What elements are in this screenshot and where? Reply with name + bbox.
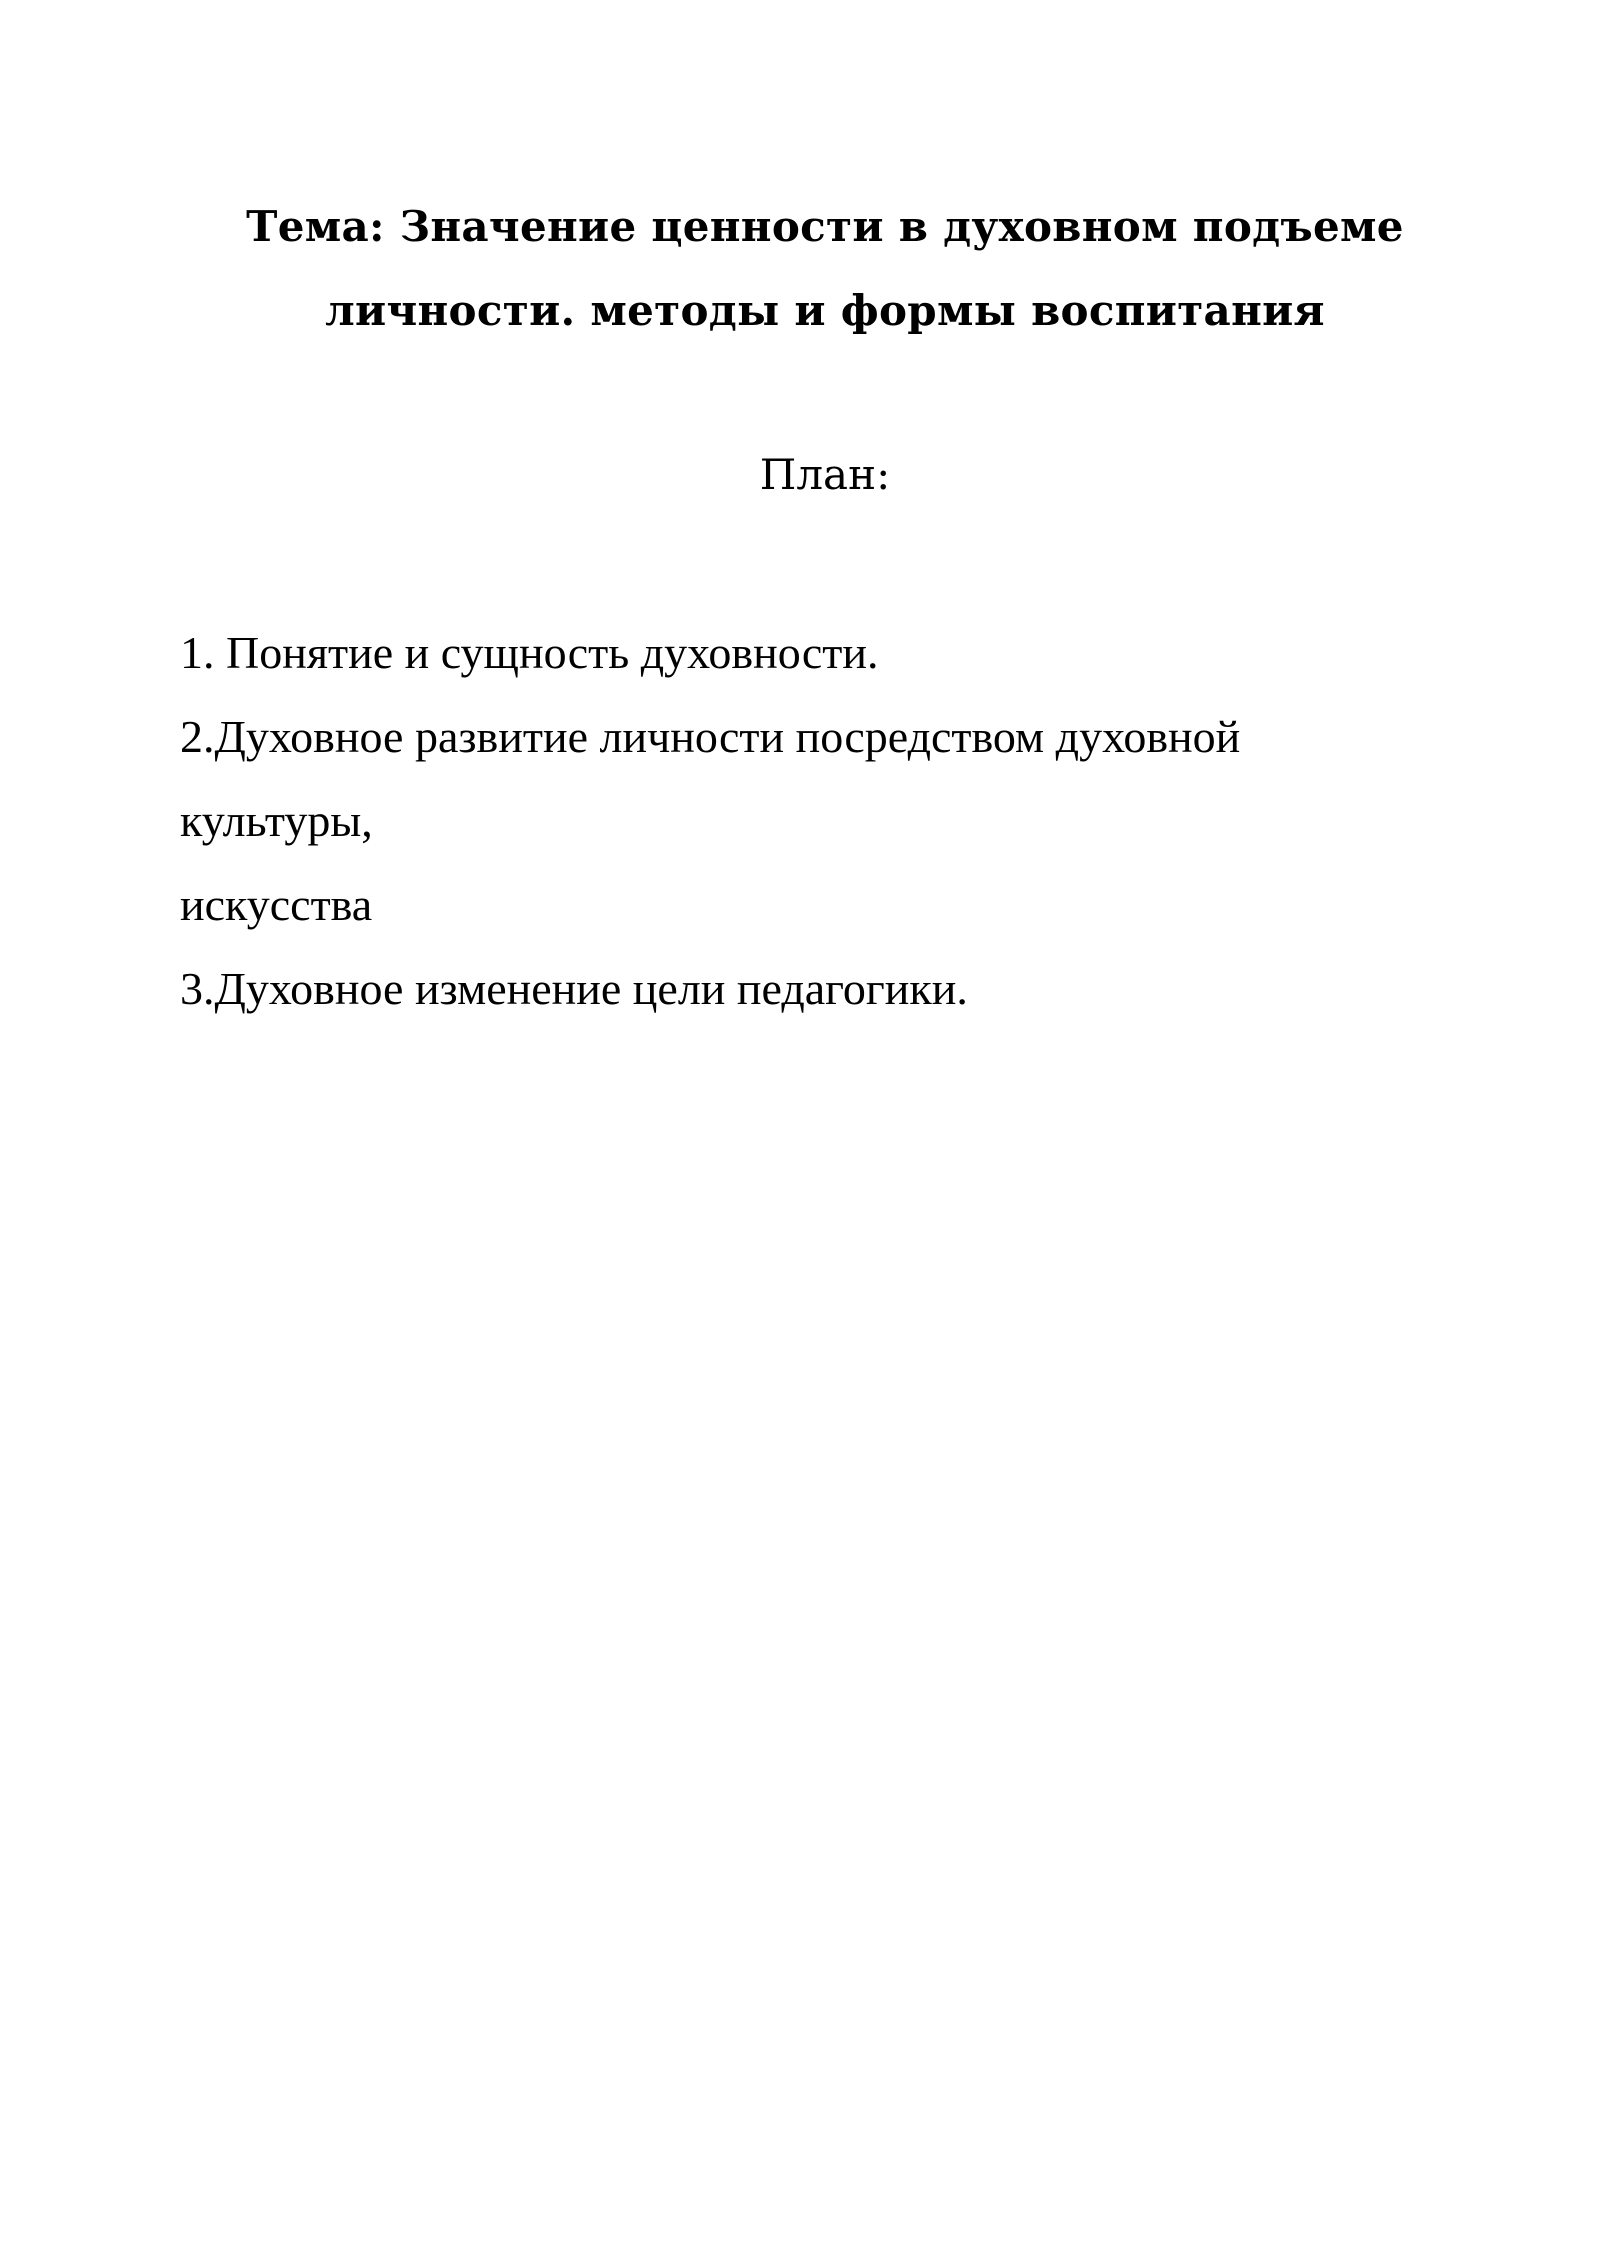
plan-list [180,611,1430,1031]
plan-item-2-line-1: 2.Духовное развитие личности посредством духовной [180,711,1241,762]
title-line-2: личности. методы и формы воспитания [325,286,1325,335]
title-line-1: Тема: Значение ценности в духовном подъеме [246,202,1404,251]
plan-item-3: 3.Духовное изменение цели педагогики. [180,963,968,1014]
plan-item-2-line-3: искусства [180,879,373,930]
plan-item-1: 1. Понятие и сущность духовности. [180,627,879,678]
plan-heading: План: [759,450,891,499]
document-title [180,185,1470,353]
plan-item-2-line-2: культуры, [180,795,373,846]
